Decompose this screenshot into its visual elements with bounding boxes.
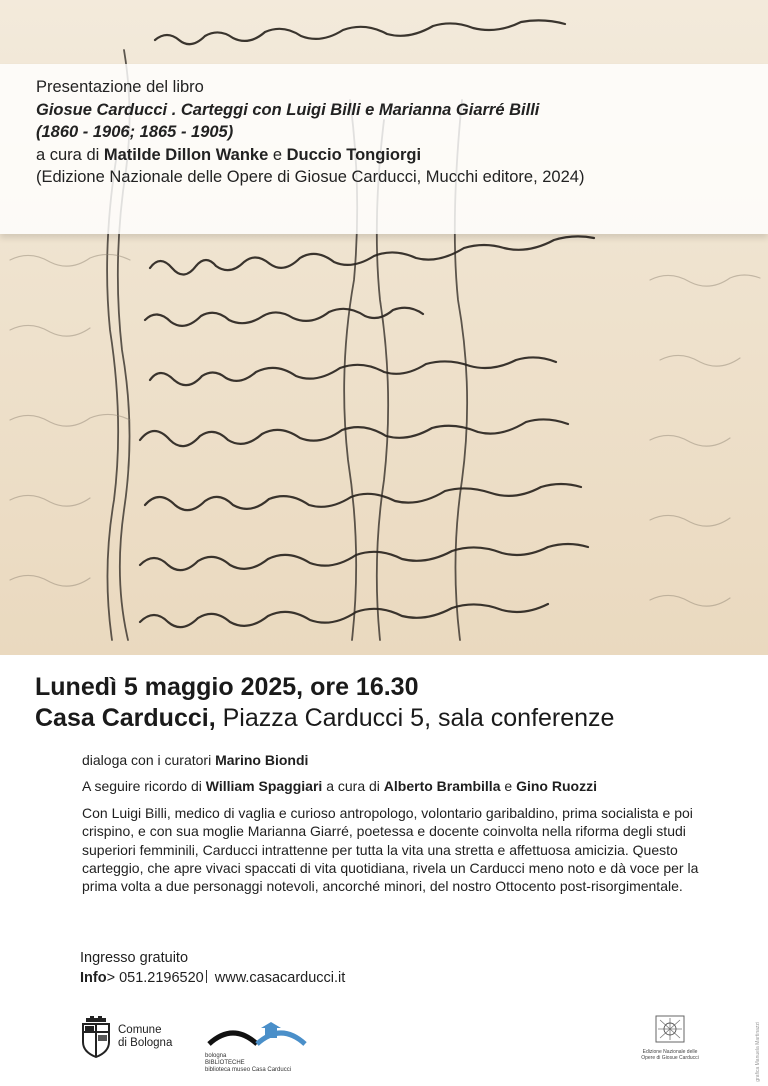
venue-name: Casa Carducci, <box>35 704 216 732</box>
comune-di-bologna-logo <box>80 1016 172 1058</box>
book-years: (1860 - 1906; 1865 - 1905) <box>36 123 234 141</box>
info-phone: > 051.2196520 <box>106 970 204 986</box>
honoree-name: William Spaggiari <box>205 778 323 795</box>
dialogue-line <box>82 751 712 769</box>
edizione-nazionale-emblem-icon <box>652 1014 688 1044</box>
description-paragraph: Con Luigi Billi, medico di vaglia e curioso antropologo, volontario garibaldino, prima socialista e poi crispino, e con sua moglie Marianna Giarré, poetessa e docente coinvolta nella riforma degli studi superiori femminili, Carducci intrattenne per tutta la vita una stretta e affettuosa amicizia. Questo carteggio, che apre vivaci spaccati di vita quotidiana, rivela un Carducci meno noto e dà voce per la prima volta a due personaggi notevoli, ancorché minori, del nostro Ottocento post-risorgimentale. <box>82 804 699 895</box>
event-details <box>35 672 745 734</box>
edizione-nazionale-logo <box>640 1014 700 1061</box>
comune-line1: Comune <box>118 1024 162 1036</box>
graphic-credit: grafica Manuela Martinazzi <box>755 1022 761 1082</box>
event-date: Lunedì 5 maggio 2025, ore 16.30 <box>35 673 419 701</box>
book-title: Giosue Carducci . Carteggi con Luigi Billi e Marianna Giarré Billi <box>36 100 540 119</box>
bologna-coat-of-arms-icon <box>80 1016 112 1058</box>
memorial-mid: a cura di <box>322 778 384 795</box>
comune-line2: di Bologna <box>118 1037 173 1049</box>
event-description <box>82 751 712 904</box>
event-location <box>35 703 745 734</box>
book-presentation-header <box>36 76 736 189</box>
dialogue-prefix: dialoga con i curatori <box>82 752 216 768</box>
biblioteca-label <box>205 1053 325 1074</box>
memorial-prefix: A seguire ricordo di <box>82 778 206 795</box>
speaker-name: Gino Ruozzi <box>516 778 597 795</box>
venue-address: Piazza Carducci 5, sala conferenze <box>215 704 615 732</box>
bib-line1: bologna <box>205 1053 227 1059</box>
curator-name: Matilde Dillon Wanke <box>103 145 269 164</box>
presentation-label: Presentazione del libro <box>36 78 204 96</box>
memorial-line <box>82 777 712 795</box>
ednat-line1: Edizione Nazionale delle <box>642 1049 698 1055</box>
biblioteca-casa-carducci-logo-icon <box>205 1018 315 1052</box>
contact-line <box>80 968 345 988</box>
speaker-name: Marino Biondi <box>215 752 309 768</box>
entry-info <box>80 948 345 988</box>
speaker-name: Alberto Brambilla <box>383 778 501 795</box>
bib-line2: BIBLIOTECHE <box>205 1060 245 1066</box>
website-link[interactable]: www.casacarducci.it <box>214 970 346 986</box>
memorial-and: e <box>500 778 517 795</box>
curators-prefix: a cura di <box>36 145 104 164</box>
separator <box>206 970 207 983</box>
curator-name: Duccio Tongiorgi <box>286 145 422 164</box>
bib-line3: biblioteca museo Casa Carducci <box>205 1067 292 1073</box>
ednat-line2: Opere di Giosue Carducci <box>641 1055 699 1061</box>
curators-conjunction: e <box>268 145 287 164</box>
free-entry-label: Ingresso gratuito <box>80 950 189 966</box>
curators-line <box>36 144 736 167</box>
info-label: Info <box>80 970 107 986</box>
edition-note: (Edizione Nazionale delle Opere di Giosue Carducci, Mucchi editore, 2024) <box>36 168 585 186</box>
